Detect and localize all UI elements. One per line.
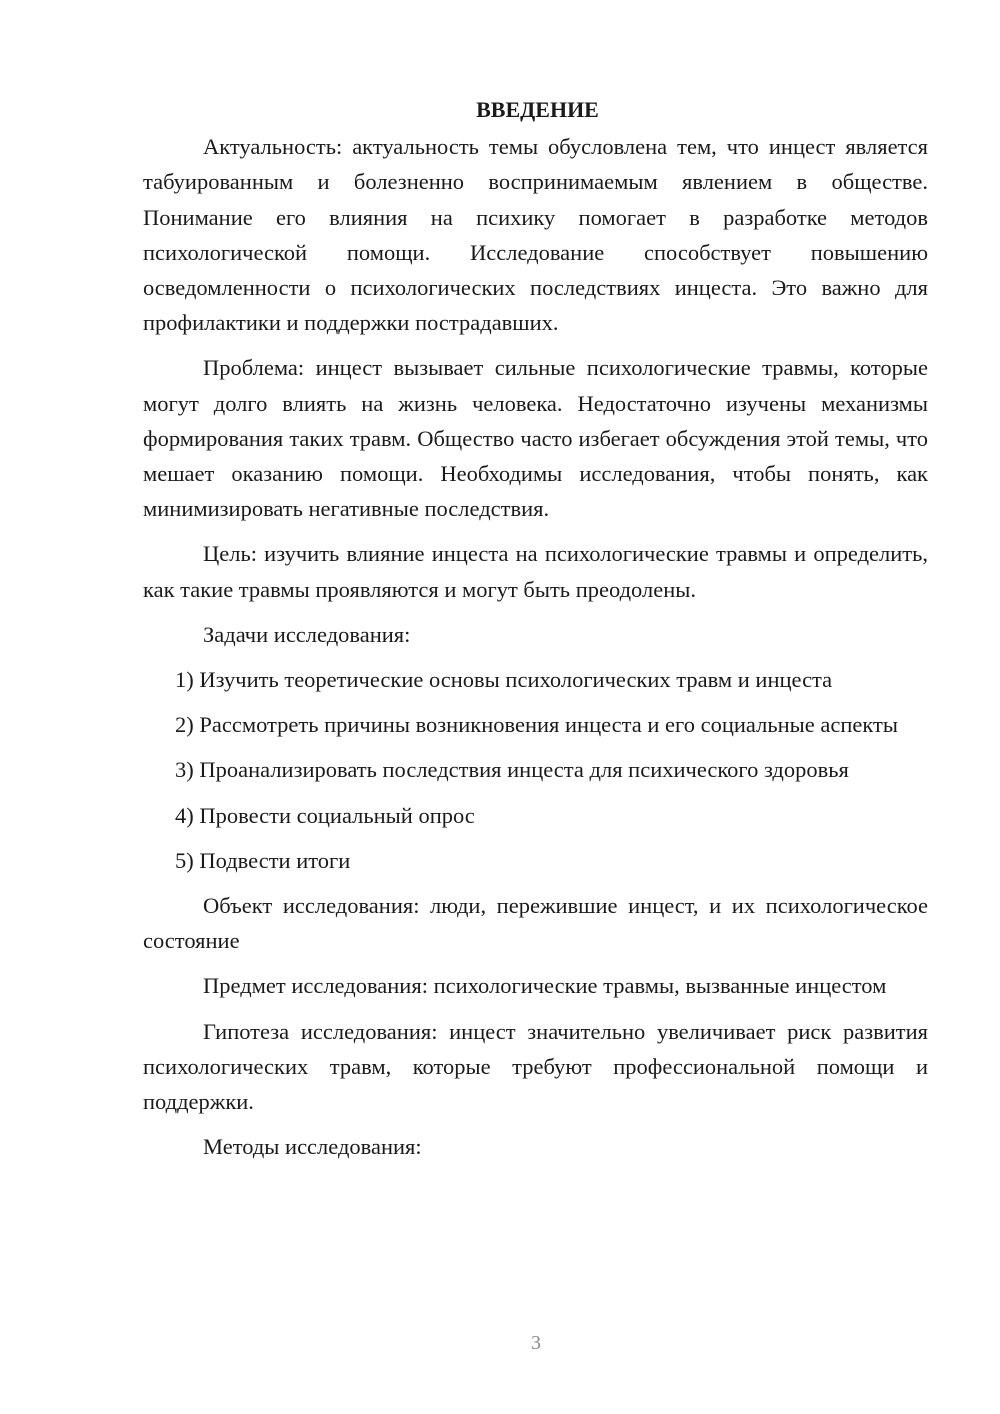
task-item-3: 3) Проанализировать последствия инцеста для психического здоровья: [175, 757, 849, 783]
goal-paragraph: Цель: изучить влияние инцеста на психологические травмы и определить, как такие травмы проявляются и могут быть преодолены.: [143, 541, 928, 602]
task-item-1: 1) Изучить теоретические основы психологических травм и инцеста: [175, 667, 833, 693]
subject-paragraph: Предмет исследования: психологические травмы, вызванные инцестом: [203, 973, 887, 999]
problem-paragraph: Проблема: инцест вызывает сильные психологические травмы, которые могут долго влиять на жизнь человека. Недостаточно изучены механизмы формирования таких травм. Общество часто избегает обсуждения этой темы, что мешает оказанию помощи. Необходимы исследования, чтобы понять, как минимизировать негативные последствия.: [143, 355, 928, 522]
task-item-4: 4) Провести социальный опрос: [175, 802, 475, 828]
page-number: 3: [531, 1332, 541, 1354]
object-paragraph: Объект исследования: люди, пережившие инцест, и их психологическое состояние: [143, 893, 928, 954]
task-item-2: 2) Рассмотреть причины возникновения инцеста и его социальные аспекты: [175, 712, 898, 738]
page-title: ВВЕДЕНИЕ: [476, 97, 599, 122]
tasks-heading: Задачи исследования:: [203, 621, 411, 647]
methods-heading: Методы исследования:: [203, 1134, 422, 1160]
relevance-paragraph: Актуальность: актуальность темы обусловлена тем, что инцест является табуированным и болезненно воспринимаемым явлением в обществе. Понимание его влияния на психику помогает в разработке методов психологической помощи. Исследование способствует повышению осведомленности о психологических последствиях инцеста. Это важно для профилактики и поддержки пострадавших.: [143, 134, 928, 336]
page-content: [143, 92, 928, 1174]
task-item-5: 5) Подвести итоги: [175, 847, 351, 873]
hypothesis-paragraph: Гипотеза исследования: инцест значительно увеличивает риск развития психологических травм, которые требуют профессиональной помощи и поддержки.: [143, 1018, 928, 1115]
